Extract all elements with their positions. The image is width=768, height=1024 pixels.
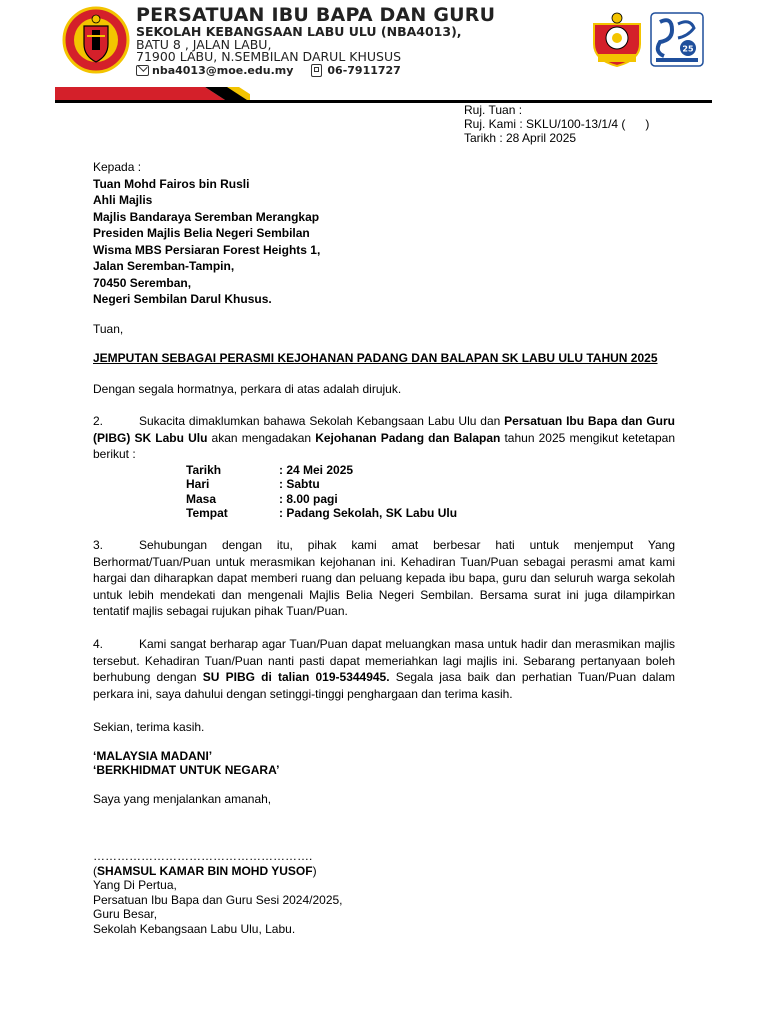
recipient-line: Wisma MBS Persiaran Forest Heights 1, <box>93 242 321 257</box>
recipient-line: Majlis Bandaraya Seremban Merangkap <box>93 209 320 224</box>
detail-label: Tempat <box>186 505 228 520</box>
detail-label: Masa <box>186 491 217 506</box>
phone-icon <box>311 64 322 77</box>
recipient-line: Presiden Majlis Belia Negeri Sembilan <box>93 226 310 240</box>
contact-bold-text: SU PIBG di talian 019-5344945. <box>202 670 390 684</box>
ref-kami: Ruj. Kami : SKLU/100-13/1/4 ( ) <box>464 117 650 131</box>
address-line-1: BATU 8 , JALAN LABU, <box>136 37 272 52</box>
recipient-line: Ahli Majlis <box>93 193 153 207</box>
para-text: Sukacita dimaklumkan bahawa Sekolah Kebangsaan Labu Ulu dan <box>139 414 505 428</box>
opening-line: Dengan segala hormatnya, perkara di atas adalah dirujuk. <box>93 382 402 396</box>
para-text: akan mengadakan <box>207 430 316 445</box>
recipient-block <box>93 159 675 308</box>
closing-line: Sekian, terima kasih. <box>93 720 205 734</box>
paragraph-number: 2. <box>93 414 104 428</box>
paragraph-3 <box>93 537 675 620</box>
para-text: tahun 2025 mengikut ketetapan berikut : <box>93 430 675 461</box>
anniversary-badge-logo <box>650 12 704 67</box>
subject-heading: JEMPUTAN SEBAGAI PERASMI KEJOHANAN PADANG DAN BALAPAN SK LABU ULU TAHUN 2025 <box>93 351 658 365</box>
detail-label: Tarikh <box>186 463 222 477</box>
recipient-line: Tuan Mohd Fairos bin Rusli <box>93 176 250 191</box>
right-crest-logo <box>588 10 646 68</box>
signatory-name-line <box>93 864 675 879</box>
recipient-line: Negeri Sembilan Darul Khusus. <box>93 292 272 306</box>
amanah-line: Saya yang menjalankan amanah, <box>93 792 272 806</box>
ref-tuan: Ruj. Tuan : <box>464 103 523 117</box>
para-text: Segala jasa baik dan perhatian Tuan/Puan dalam perkara ini, saya dahului dengan setinggi-tinggi penghargaan dan terima kasih. <box>93 670 675 701</box>
detail-value: : Padang Sekolah, SK Labu Ulu <box>279 505 458 520</box>
slogan-2: ‘BERKHIDMAT UNTUK NEGARA’ <box>93 763 280 777</box>
para-bold-text: Kejohanan Padang dan Balapan <box>315 430 501 445</box>
detail-row <box>186 506 457 520</box>
detail-row <box>186 463 457 477</box>
slogan-1: ‘MALAYSIA MADANI’ <box>93 749 213 763</box>
detail-row <box>186 492 457 506</box>
detail-value: : 8.00 pagi <box>279 491 338 506</box>
email-text: nba4013@moe.edu.my <box>152 64 294 77</box>
para-bold-text: Persatuan Ibu Bapa dan Guru (PIBG) SK Labu Ulu <box>93 414 675 445</box>
paragraph-4 <box>93 636 675 702</box>
detail-value: : Sabtu <box>279 477 320 492</box>
detail-row <box>186 477 457 491</box>
detail-label: Hari <box>186 477 210 492</box>
address-line-2: 71900 LABU, N.SEMBILAN DARUL KHUSUS <box>136 49 402 64</box>
org-name: PERSATUAN IBU BAPA DAN GURU <box>136 4 496 26</box>
paragraph-2 <box>93 413 675 463</box>
ref-date: Tarikh : 28 April 2025 <box>464 131 577 145</box>
header-divider <box>55 100 712 103</box>
kepada-label: Kepada : <box>93 160 142 174</box>
event-details-table <box>186 463 457 520</box>
paragraph-number: 3. <box>93 538 104 552</box>
paren-close: ) <box>312 863 317 878</box>
signatory-name: SHAMSUL KAMAR BIN MOHD YUSOF <box>97 863 313 878</box>
paragraph-number: 4. <box>93 637 104 651</box>
school-name-line: SEKOLAH KEBANGSAAN LABU ULU (NBA4013), <box>136 24 462 39</box>
detail-value: : 24 Mei 2025 <box>279 463 354 477</box>
salutation: Tuan, <box>93 322 124 336</box>
signatory-title: Guru Besar, <box>93 907 158 921</box>
contact-row <box>136 64 401 77</box>
signature-dots: ………………………………………………. <box>93 849 313 863</box>
signatory-title: Sekolah Kebangsaan Labu Ulu, Labu. <box>93 921 296 936</box>
svg-text:25: 25 <box>682 44 694 54</box>
para-text: Kami sangat berharap agar Tuan/Puan dapat meluangkan masa untuk hadir dan merasmikan majlis tersebut. Kehadiran Tuan/Puan nanti pasti dapat memeriahkan lagi majlis ini. Sebarang pertanyaan boleh berhubung dengan <box>93 637 675 684</box>
email-icon <box>136 65 149 76</box>
para-text: Sehubungan dengan itu, pihak kami amat berbesar hati untuk menjemput Yang Berhormat/Tuan/Puan untuk merasmikan kejohanan ini. Kehadiran Tuan/Puan sebagai perasmi amat kami hargai dan diharapkan dapat memberi ruang dan peluang kepada ibu bapa, guru dan seluruh warga sekolah untuk lebih mendekati dan mengenali Majlis Belia Negeri Sembilan. Bersama surat ini juga dilampirkan tentatif majlis sebagai rujukan pihak Tuan/Puan. <box>93 538 675 618</box>
phone-text: 06-7911727 <box>327 64 401 77</box>
paren-open: ( <box>93 863 97 878</box>
recipient-line: Jalan Seremban-Tampin, <box>93 259 235 273</box>
recipient-line: 70450 Seremban, <box>93 275 192 290</box>
school-crest-logo <box>62 6 130 74</box>
header-color-stripe <box>55 87 250 100</box>
signatory-title: Yang Di Pertua, <box>93 878 177 892</box>
signatory-title: Persatuan Ibu Bapa dan Guru Sesi 2024/2025, <box>93 892 343 907</box>
signature-block <box>93 849 675 936</box>
